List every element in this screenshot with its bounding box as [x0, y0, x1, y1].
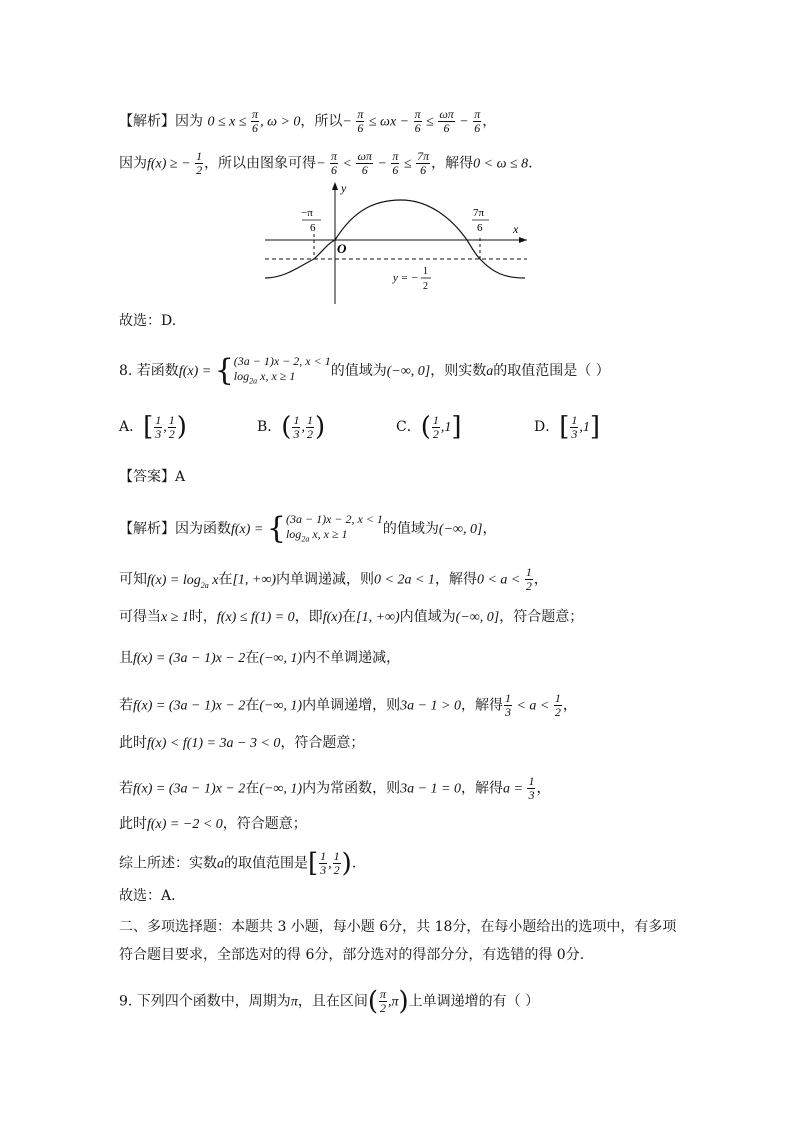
q8-choice: 故选：A．	[119, 888, 186, 904]
q7-solution-line-1: 【解析】因为 0 ≤ x ≤ $\frac{\pi}{6}$ , ω > 0，所以− $\frac{\pi}{6}$ ≤ ωx − $\frac{\pi}{6}$ ≤ $\frac{\omega\pi}{6}$ − $\frac{\pi}{6}$ ，	[119, 107, 497, 135]
q8-solution-line-4: 且f(x) = (3a − 1)x − 2在(−∞, 1)内不单调递减，	[119, 650, 401, 666]
q8-solution-line-1: 【解析】因为函数f(x) = { (3a − 1)x − 2, x < 1 $\log_{2a} x$, x ≥ 1 的值域为(−∞, 0]，	[119, 511, 497, 547]
section2-line-1: 二、多项选择题：本题共 3 小题，每小题 6分，共 18分，在每小题给出的选项中，有多项	[119, 919, 677, 935]
q9-stem: 9. 下列四个函数中，周期为π，且在区间( $\frac{\pi}{2}$ ,π)上单调递增的有（ ）	[119, 986, 540, 1017]
section2-line-2: 符合题目要求，全部选对的得 6分，部分选对的得部分分，有选错的得 0分.	[119, 947, 585, 963]
y-axis-label: y	[341, 181, 347, 195]
tick-left-denominator: 6	[310, 222, 316, 234]
tick-right-numerator: 7π	[473, 207, 485, 219]
q7-choice: 故选：D.	[119, 313, 177, 329]
x-axis-arrow	[519, 237, 527, 243]
q8-solution-line-7: 若f(x) = (3a − 1)x − 2在(−∞, 1)内为常函数，则3a − 1 = 0，解得a = $\frac{1}{3}$ ，	[119, 774, 551, 802]
analysis-label: 【解析】	[119, 113, 175, 130]
q8-solution-line-2: 可知$f(x) = \log_{2a} x$在[1, +∞)内单调递减，则0 < 2a < 1，解得0 < a < $\frac{1}{2}$ ，	[119, 565, 548, 593]
q8-solution-line-3: 可得当x ≥ 1时，f(x) ≤ f(1) = 0，即f(x)在[1, +∞)内值域为(−∞, 0]，符合题意；	[119, 609, 584, 625]
line-label: y = −	[393, 272, 419, 284]
origin-label: O	[337, 241, 347, 256]
option-a[interactable]: A．[ $\frac{1}{3}$ , $\frac{1}{2}$ )	[119, 412, 187, 442]
sine-graph	[255, 178, 535, 308]
q8-solution-line-5: 若f(x) = (3a − 1)x − 2在(−∞, 1)内单调递增，则3a − 1 > 0，解得 $\frac{1}{3}$ < a < $\frac{1}{2}$ ，	[119, 691, 577, 719]
line-frac-bottom: 2	[423, 281, 428, 292]
x-axis-label: x	[513, 222, 519, 236]
option-b[interactable]: B．( $\frac{1}{3}$ , $\frac{1}{2}$ )	[257, 412, 326, 442]
q8-solution-line-8: 此时f(x) = −2 < 0，符合题意；	[119, 816, 307, 832]
tick-right-denominator: 6	[477, 222, 483, 234]
line-frac-top: 1	[423, 266, 428, 277]
option-d[interactable]: D．[ $\frac{1}{3}$ ,1]	[534, 412, 601, 442]
y-axis-arrow	[332, 182, 338, 190]
tick-left-numerator: −π	[301, 207, 313, 219]
q8-answer: 【答案】A	[119, 469, 186, 485]
option-c[interactable]: C．( $\frac{1}{2}$ ,1]	[396, 412, 462, 442]
q7-solution-line-2: 因为f(x) ≥ − $\frac{1}{2}$ ，所以由图象可得− $\frac{\pi}{6}$ < $\frac{\omega\pi}{6}$ − $\frac{\pi}{6}$ ≤ $\frac{7\pi}{6}$ ，解得0 < ω ≤ 8.	[119, 149, 533, 177]
q8-solution-line-9: 综上所述：实数a的取值范围是[ $\frac{1}{3}$ , $\frac{1}{2}$ ).	[119, 848, 357, 879]
q8-stem: 8. 若函数f(x) = { (3a − 1)x − 2, x < 1 $\log_{2a} x$, x ≥ 1 的值域为(−∞, 0]，则实数a的取值范围是（ ）	[119, 353, 610, 389]
q8-solution-line-6: 此时f(x) < f(1) = 3a − 3 < 0，符合题意；	[119, 735, 365, 751]
